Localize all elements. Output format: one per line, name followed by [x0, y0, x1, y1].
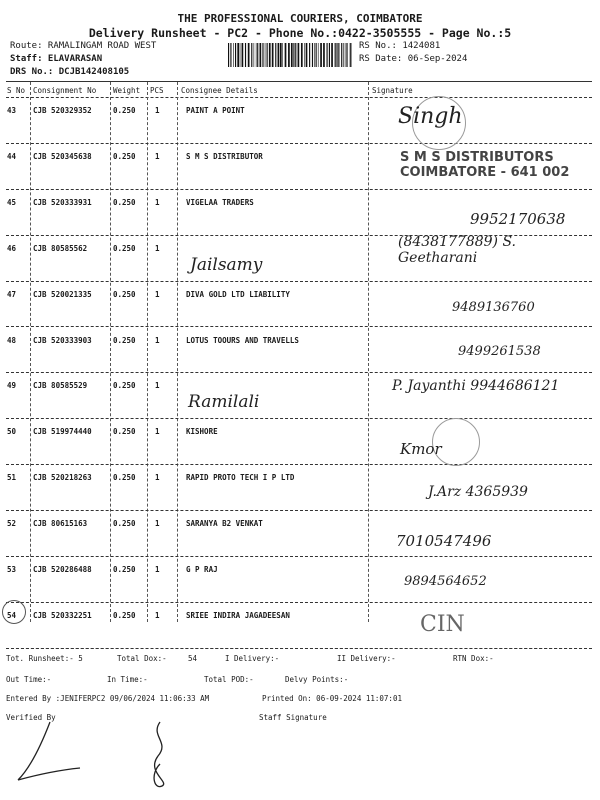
signature-row-51: J.Arz 4365939 [428, 484, 528, 500]
barcode-bar [237, 43, 239, 67]
rtn-dox: RTN Dox:- [453, 654, 494, 663]
barcode-bar [233, 43, 234, 67]
signature-row-43: Singh [398, 104, 463, 129]
barcode-bar [256, 43, 257, 67]
barcode-bar [306, 43, 308, 67]
rs-number: RS No.: 1424081 [359, 41, 441, 51]
signature-row-45: 9952170638 [470, 210, 566, 228]
row-sno: 52 [7, 519, 17, 529]
row-consignment-no: CJB 520329352 [33, 106, 92, 115]
runsheet-title: Delivery Runsheet - PC2 - Phone No.:0422-3505555 - Page No.:5 [88, 26, 512, 40]
row-weight: 0.250 [113, 106, 136, 115]
col-signature: Signature [372, 86, 413, 95]
route-label: Route: RAMALINGAM ROAD WEST [10, 41, 157, 51]
signature-row-46: (8438177889) S. Geetharani [398, 234, 516, 266]
row-consignee: RAPID PROTO TECH I P LTD [186, 473, 295, 483]
row-consignment-no: CJB 80615163 [33, 519, 88, 529]
row-pcs: 1 [155, 381, 160, 391]
barcode-bar [242, 43, 244, 67]
barcode-bar [235, 43, 236, 67]
col-sno: S No [7, 86, 26, 95]
row-marker-circle [2, 600, 26, 624]
rs-date: RS Date: 06-Sep-2024 [359, 54, 468, 64]
barcode-bar [312, 43, 313, 67]
row-weight: 0.250 [113, 427, 136, 437]
table-row [6, 603, 592, 649]
row-consignee: G P RAJ [186, 565, 218, 574]
signature-row-52: 7010547496 [396, 532, 492, 550]
row-sno: 53 [7, 565, 17, 574]
barcode-bar [285, 43, 287, 67]
row-consignment-no: CJB 520345638 [33, 151, 92, 161]
row-consignment-no: CJB 520332251 [33, 610, 92, 620]
row-weight: 0.250 [113, 151, 136, 161]
total-pod: Total POD:- [204, 675, 254, 684]
row-consignee: PAINT A POINT [186, 106, 245, 115]
staff-label: Staff: ELAVARASAN [10, 54, 103, 64]
row-consignment-no: CJB 520333903 [33, 335, 92, 345]
row-consignee: LOTUS TOOURS AND TRAVELLS [186, 335, 299, 345]
barcode-bar [318, 43, 319, 67]
row-weight: 0.250 [113, 565, 136, 574]
barcode-bar [280, 43, 282, 67]
signature-row-49: P. Jayanthi 9944686121 [392, 378, 560, 394]
row-sno: 51 [7, 473, 17, 483]
barcode-bar [336, 43, 337, 67]
row-sno: 54 [7, 610, 17, 620]
ii-delivery: II Delivery:- [337, 654, 396, 663]
barcode-bar [265, 43, 266, 67]
barcode-bar [347, 43, 348, 67]
row-consignment-no: CJB 520218263 [33, 473, 92, 483]
footer-rule [6, 648, 592, 649]
row-pcs: 1 [155, 519, 160, 529]
barcode-bar [346, 43, 347, 67]
barcode-bar [257, 43, 258, 67]
barcode-bar [323, 43, 325, 67]
staff-signature: Staff Signature [259, 713, 327, 722]
row-consignment-no: CJB 520021335 [33, 289, 92, 299]
barcode-bar [254, 43, 255, 67]
row-consignee: SRIEE INDIRA JAGADEESAN [186, 610, 290, 620]
table-row [6, 98, 592, 144]
barcode-bar [288, 43, 290, 67]
barcode-bar [240, 43, 241, 67]
row-weight: 0.250 [113, 473, 136, 483]
entered-by: Entered By :JENIFERPC2 09/06/2024 11:06:33 AM [6, 694, 210, 703]
barcode-bar [350, 43, 351, 67]
barcode-bar [341, 43, 342, 67]
barcode-bar [291, 43, 293, 67]
barcode-bar [309, 43, 310, 67]
handwriting-row-49: Ramilali [188, 392, 260, 412]
staff-signature-mark [154, 722, 164, 787]
barcode-bar [245, 43, 246, 67]
barcode-bar [269, 43, 271, 67]
row-pcs: 1 [155, 473, 160, 483]
row-sno: 46 [7, 243, 17, 253]
barcode-bar [228, 43, 229, 67]
barcode-bar [338, 43, 339, 67]
row-weight: 0.250 [113, 197, 136, 207]
barcode-bar [335, 43, 336, 67]
printed-on: Printed On: 06-09-2024 11:07:01 [262, 694, 402, 703]
col-consignee: Consignee Details [181, 86, 258, 95]
barcode-bar [329, 43, 330, 67]
barcode-bar [314, 43, 315, 67]
barcode-bar [230, 43, 231, 67]
row-pcs: 1 [155, 289, 160, 299]
row-consignee: S M S DISTRIBUTOR [186, 151, 263, 161]
table-row [6, 557, 592, 603]
row-consignment-no: CJB 80585529 [33, 381, 88, 391]
barcode-bar [275, 43, 276, 67]
barcode-bar [301, 43, 303, 67]
row-consignee: KISHORE [186, 427, 218, 437]
row-sno: 44 [7, 151, 17, 161]
row-pcs: 1 [155, 197, 160, 207]
verifier-signature-mark [18, 722, 80, 780]
barcode-image [228, 43, 352, 67]
barcode-bar [278, 43, 280, 67]
row-sno: 50 [7, 427, 17, 437]
row-sno: 47 [7, 289, 17, 299]
row-consignment-no: CJB 519974440 [33, 427, 92, 437]
barcode-bar [320, 43, 322, 67]
barcode-bar [316, 43, 317, 67]
row-consignee: VIGELAA TRADERS [186, 197, 254, 207]
signature-row-53: 9894564652 [404, 574, 487, 589]
barcode-bar [327, 43, 328, 67]
table-row [6, 511, 592, 557]
barcode-bar [331, 43, 333, 67]
row-weight: 0.250 [113, 289, 136, 299]
row-pcs: 1 [155, 106, 160, 115]
delvy-points: Delvy Points:- [285, 675, 349, 684]
barcode-bar [272, 43, 274, 67]
row-pcs: 1 [155, 151, 160, 161]
row-consignment-no: CJB 80585562 [33, 243, 88, 253]
row-pcs: 1 [155, 565, 160, 574]
row-sno: 43 [7, 106, 17, 115]
barcode-bar [248, 43, 250, 67]
barcode-bar [293, 43, 294, 67]
row-weight: 0.250 [113, 381, 136, 391]
verified-by: Verified By [6, 713, 56, 722]
row-consignee: DIVA GOLD LTD LIABILITY [186, 289, 290, 299]
total-dox-value: 54 [188, 654, 198, 663]
signature-row-50: Kmor [400, 440, 442, 458]
row-weight: 0.250 [113, 335, 136, 345]
row-consignment-no: CJB 520333931 [33, 197, 92, 207]
barcode-bar [282, 43, 283, 67]
row-weight: 0.250 [113, 610, 136, 620]
table-row [6, 419, 592, 465]
i-delivery: I Delivery:- [225, 654, 280, 663]
handwriting-row-46: Jailsamy [190, 255, 263, 275]
barcode-bar [260, 43, 262, 67]
row-weight: 0.250 [113, 243, 136, 253]
row-sno: 45 [7, 197, 17, 207]
col-weight: Weight [113, 86, 141, 95]
col-consignment: Consignment No [33, 86, 97, 95]
in-time: In Time:- [107, 675, 148, 684]
header-rule [6, 81, 592, 82]
signature-row-48: 9499261538 [458, 344, 541, 359]
barcode-bar [345, 43, 346, 67]
drs-number: DRS No.: DCJB142408105 [10, 67, 130, 77]
barcode-bar [267, 43, 268, 67]
footer-signatures [10, 718, 260, 790]
row-consignment-no: CJB 520286488 [33, 565, 92, 574]
signature-row-44: S M S DISTRIBUTORS COIMBATORE - 641 002 [400, 150, 570, 180]
row-pcs: 1 [155, 243, 160, 253]
col-pcs: PCS [150, 86, 164, 95]
row-sno: 49 [7, 381, 17, 391]
tot-runsheet: Tot. Runsheet:- 5 [6, 654, 83, 663]
barcode-bar [304, 43, 305, 67]
barcode-bar [298, 43, 300, 67]
barcode-bar [251, 43, 252, 67]
row-pcs: 1 [155, 610, 160, 620]
signature-row-54: CIN [420, 612, 465, 637]
out-time: Out Time:- [6, 675, 52, 684]
barcode-bar [262, 43, 263, 67]
row-consignee: SARANYA B2 VENKAT [186, 519, 263, 529]
barcode-bar [295, 43, 296, 67]
row-pcs: 1 [155, 335, 160, 345]
barcode-bar [343, 43, 344, 67]
signature-row-47: 9489136760 [452, 300, 535, 315]
row-sno: 48 [7, 335, 17, 345]
row-pcs: 1 [155, 427, 160, 437]
total-dox-label: Total Dox:- [117, 654, 167, 663]
company-title: THE PROFESSIONAL COURIERS, COIMBATORE [177, 12, 423, 25]
row-weight: 0.250 [113, 519, 136, 529]
